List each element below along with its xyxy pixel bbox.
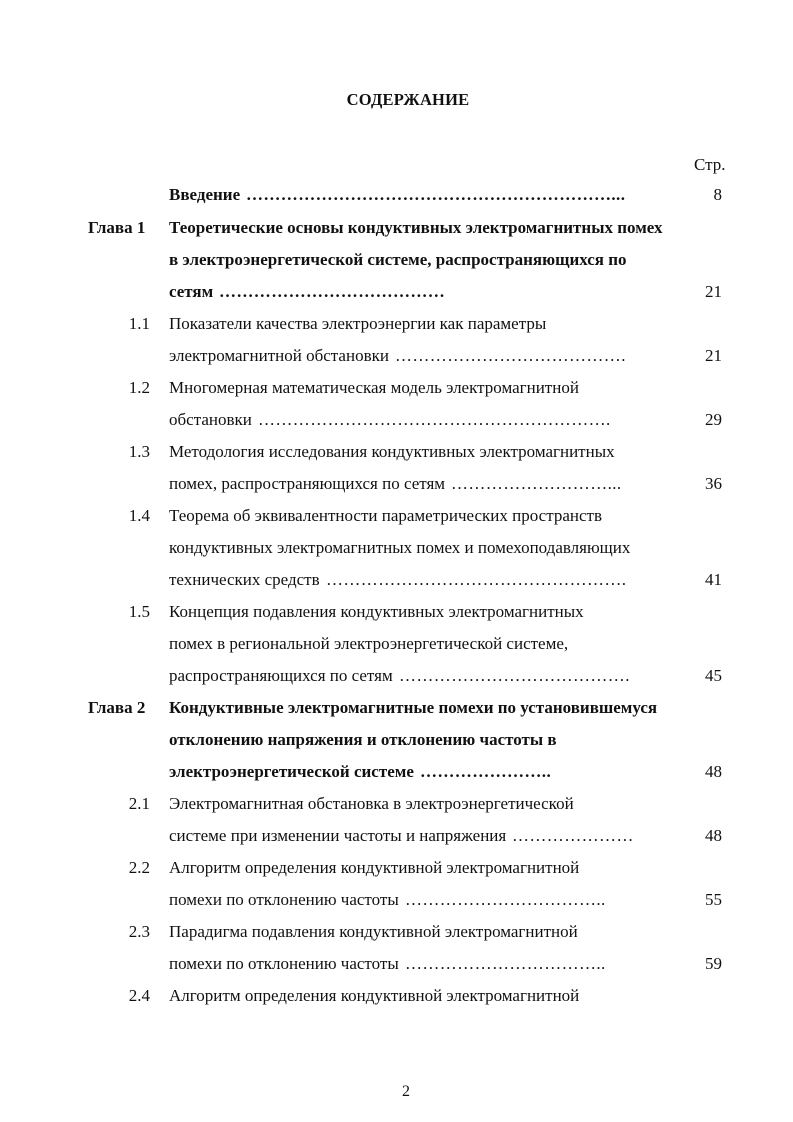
toc-line bbox=[0, 218, 793, 244]
chapter-label: Глава 1 bbox=[88, 218, 146, 237]
toc-line bbox=[0, 922, 793, 948]
toc-line bbox=[0, 474, 793, 500]
toc-entry-text: помехи по отклонению частоты bbox=[169, 954, 399, 973]
dot-leader: …………………………………. bbox=[399, 666, 630, 685]
page-column-label: Стр. bbox=[694, 155, 726, 174]
toc-entry-text: распространяющихся по сетям bbox=[169, 666, 393, 685]
toc-entry-text: Показатели качества электроэнергии как параметры bbox=[169, 314, 547, 333]
toc-entry-text: Электромагнитная обстановка в электроэнергетической bbox=[169, 794, 574, 813]
toc-line bbox=[0, 410, 793, 436]
toc-entry-text: помех, распространяющихся по сетям bbox=[169, 474, 446, 493]
toc-entry-text: Парадигма подавления кондуктивной электромагнитной bbox=[169, 922, 578, 941]
section-number: 1.4 bbox=[128, 506, 150, 525]
toc-entry-text: Алгоритм определения кондуктивной электромагнитной bbox=[169, 858, 580, 877]
toc-entry-text: сетям bbox=[169, 282, 214, 301]
toc-entry-text: в электроэнергетической системе, распространяющихся по bbox=[169, 250, 627, 269]
page-number: 2 bbox=[402, 1083, 410, 1100]
toc-line bbox=[0, 442, 793, 468]
page-title: СОДЕРЖАНИЕ bbox=[346, 90, 470, 109]
toc-line bbox=[0, 250, 793, 276]
toc-entry-text: электроэнергетической системе bbox=[169, 762, 414, 781]
toc-line bbox=[0, 826, 793, 852]
toc-page-number: 59 bbox=[705, 954, 722, 973]
dot-leader: ………………………... bbox=[451, 474, 622, 493]
toc-entry-text: Теорема об эквивалентности параметрических пространств bbox=[169, 506, 602, 525]
section-number: 2.4 bbox=[128, 986, 150, 1005]
section-number: 1.2 bbox=[128, 378, 150, 397]
toc-page-number: 45 bbox=[705, 666, 722, 685]
toc-line bbox=[0, 314, 793, 340]
toc-entry-text: помех в региональной электроэнергетической системе, bbox=[169, 634, 569, 653]
toc-line bbox=[0, 986, 793, 1012]
toc-page-number: 41 bbox=[705, 570, 722, 589]
toc-page-number: 8 bbox=[713, 185, 722, 204]
dot-leader: ………………………………… bbox=[219, 282, 446, 301]
toc-line bbox=[0, 762, 793, 788]
section-number: 2.1 bbox=[128, 794, 150, 813]
toc-entry-text: обстановки bbox=[169, 410, 252, 429]
dot-leader: …………………………….. bbox=[405, 954, 606, 973]
section-number: 2.2 bbox=[128, 858, 150, 877]
dot-leader: …………………………………. bbox=[395, 346, 626, 365]
section-number: 2.3 bbox=[128, 922, 150, 941]
toc-line bbox=[0, 538, 793, 564]
toc-line bbox=[0, 858, 793, 884]
toc-line bbox=[0, 890, 793, 916]
toc-entry-text: Многомерная математическая модель электромагнитной bbox=[169, 378, 579, 397]
toc-page-number: 21 bbox=[705, 282, 722, 301]
toc-line bbox=[0, 730, 793, 756]
toc-page-number: 48 bbox=[705, 762, 722, 781]
dot-leader: ……………………………………………. bbox=[326, 570, 627, 589]
toc-line bbox=[0, 506, 793, 532]
toc-entry-text: технических средств bbox=[169, 570, 320, 589]
toc-line bbox=[0, 666, 793, 692]
toc-line bbox=[0, 282, 793, 308]
dot-leader: …………………………….. bbox=[405, 890, 606, 909]
toc-entry-text: системе при изменении частоты и напряжения bbox=[169, 826, 507, 845]
toc-line bbox=[0, 378, 793, 404]
dot-leader: ………………….. bbox=[420, 762, 552, 781]
dot-leader: ………………………………………………………... bbox=[246, 185, 626, 204]
toc-line bbox=[0, 602, 793, 628]
toc-line bbox=[0, 698, 793, 724]
toc-entry-text: Концепция подавления кондуктивных электромагнитных bbox=[169, 602, 584, 621]
toc-line bbox=[0, 954, 793, 980]
toc-line bbox=[0, 634, 793, 660]
dot-leader: ………………… bbox=[512, 826, 634, 845]
toc-line bbox=[0, 185, 793, 211]
section-number: 1.5 bbox=[128, 602, 150, 621]
toc-line bbox=[0, 570, 793, 596]
section-number: 1.1 bbox=[128, 314, 150, 333]
dot-leader: ……………………………………………………. bbox=[258, 410, 611, 429]
toc-page-number: 36 bbox=[705, 474, 722, 493]
toc-entry-text: Алгоритм определения кондуктивной электромагнитной bbox=[169, 986, 580, 1005]
toc-page-number: 29 bbox=[705, 410, 722, 429]
toc-entry-text: отклонению напряжения и отклонению частоты в bbox=[169, 730, 557, 749]
toc-line bbox=[0, 346, 793, 372]
section-number: 1.3 bbox=[128, 442, 150, 461]
toc-entry-text: помехи по отклонению частоты bbox=[169, 890, 399, 909]
toc-entry-text: кондуктивных электромагнитных помех и помехоподавляющих bbox=[169, 538, 631, 557]
toc-entry-text: Кондуктивные электромагнитные помехи по установившемуся bbox=[169, 698, 658, 717]
toc-entry-text: Методология исследования кондуктивных электромагнитных bbox=[169, 442, 615, 461]
toc-page-number: 55 bbox=[705, 890, 722, 909]
toc-entry-text: электромагнитной обстановки bbox=[169, 346, 389, 365]
toc-page-number: 21 bbox=[705, 346, 722, 365]
toc-page-number: 48 bbox=[705, 826, 722, 845]
toc-entry-text: Введение bbox=[169, 185, 241, 204]
toc-entry-text: Теоретические основы кондуктивных электромагнитных помех bbox=[169, 218, 663, 237]
chapter-label: Глава 2 bbox=[88, 698, 146, 717]
toc-line bbox=[0, 794, 793, 820]
